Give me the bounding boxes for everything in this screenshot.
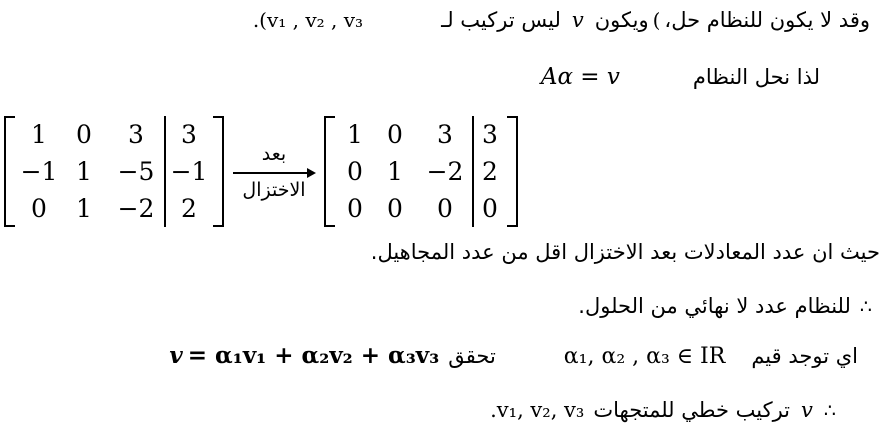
reduction-arrow-block	[233, 143, 315, 201]
therefore-symbol: ∴	[823, 400, 836, 422]
matrix-cell: 0	[31, 194, 47, 223]
alpha-values-in-reals: α₁, α₂ , α₃ ∈ IR	[563, 344, 726, 369]
vector-list-text: .v₁, v₂, v₃	[490, 398, 585, 422]
right-bracket	[213, 116, 224, 227]
line-fewer-equations	[371, 240, 880, 264]
arrow-label-bottom: الاختزال	[242, 178, 306, 201]
line1-head-text: وقد لا يكون للنظام حل،	[664, 8, 870, 32]
matrix-cell: 1	[347, 120, 363, 149]
arrow-shaft	[233, 172, 312, 174]
matrix-cell: 3	[437, 120, 453, 149]
matrix-augmented-cell: 2	[472, 153, 506, 190]
line-linear-combination	[490, 398, 836, 422]
matrix-augmented-cell: 3	[472, 116, 506, 153]
matrix-cell: 3	[128, 120, 144, 149]
matrix-cell: 1	[76, 194, 92, 223]
matrix-cell: 0	[76, 120, 92, 149]
matrix-augmented-cell: −1	[164, 153, 212, 190]
line7-arabic-text: تركيب خطي للمتجهات	[593, 398, 791, 422]
right-bracket	[507, 116, 518, 227]
vector-list-parenthetical: .(v₁ , v₂ , v₃	[252, 8, 364, 32]
matrix-cell: −5	[117, 157, 155, 186]
matrix-augmented-cell: 3	[164, 116, 212, 153]
matrix-augmented-cell: 2	[164, 190, 212, 227]
line6-tahaqqaq-text: تحقق	[448, 344, 496, 368]
line-no-solution	[253, 8, 870, 32]
open-paren: (	[652, 8, 661, 32]
line-infinite-solutions	[578, 294, 872, 318]
matrix-cell: 0	[437, 194, 453, 223]
matrix-before-reduction	[4, 116, 224, 227]
line2-arabic-text: لذا نحل النظام	[692, 65, 820, 89]
matrix-augmented-cell: 0	[472, 190, 506, 227]
arrow-label-top: بعد	[261, 142, 287, 165]
matrix-after-reduction	[324, 116, 518, 227]
reduction-block	[4, 116, 518, 227]
line5-arabic-text: للنظام عدد لا نهائي من الحلول.	[578, 294, 851, 318]
line6-intro-text: اي توجد قيم	[751, 344, 858, 368]
matrix-cell: −1	[20, 157, 58, 186]
matrix-cell: −2	[117, 194, 155, 223]
matrix-cell: −2	[426, 157, 464, 186]
line-exists-values	[169, 342, 858, 369]
matrix-cell: 0	[387, 194, 403, 223]
matrix-after-grid	[335, 116, 507, 227]
arrow-head	[307, 168, 316, 178]
matrix-cell: 0	[347, 194, 363, 223]
matrix-cell: 0	[347, 157, 363, 186]
equation-A-alpha-v: Aα = v	[540, 64, 620, 90]
left-bracket	[4, 116, 15, 227]
line-solve-system	[541, 64, 820, 90]
line1-tail-text: ليس تركيب لـ	[441, 8, 561, 32]
matrix-before-grid	[15, 116, 213, 227]
line1-wayakun-text: ويكون	[594, 8, 649, 32]
matrix-cell: 1	[31, 120, 47, 149]
matrix-cell: 0	[387, 120, 403, 149]
bold-v-symbol: v	[169, 342, 183, 369]
vector-v-symbol: v	[801, 398, 813, 422]
matrix-cell: 1	[76, 157, 92, 186]
right-arrow-icon	[233, 168, 315, 178]
left-bracket	[324, 116, 335, 227]
therefore-symbol: ∴	[859, 296, 872, 318]
vector-v-symbol: v	[571, 8, 584, 32]
line4-arabic-text: حيث ان عدد المعادلات بعد الاختزال اقل من عدد المجاهيل.	[370, 240, 880, 264]
matrix-cell: 1	[387, 157, 403, 186]
bold-combination-equation: = α₁v₁ + α₂v₂ + α₃v₃	[187, 342, 440, 369]
